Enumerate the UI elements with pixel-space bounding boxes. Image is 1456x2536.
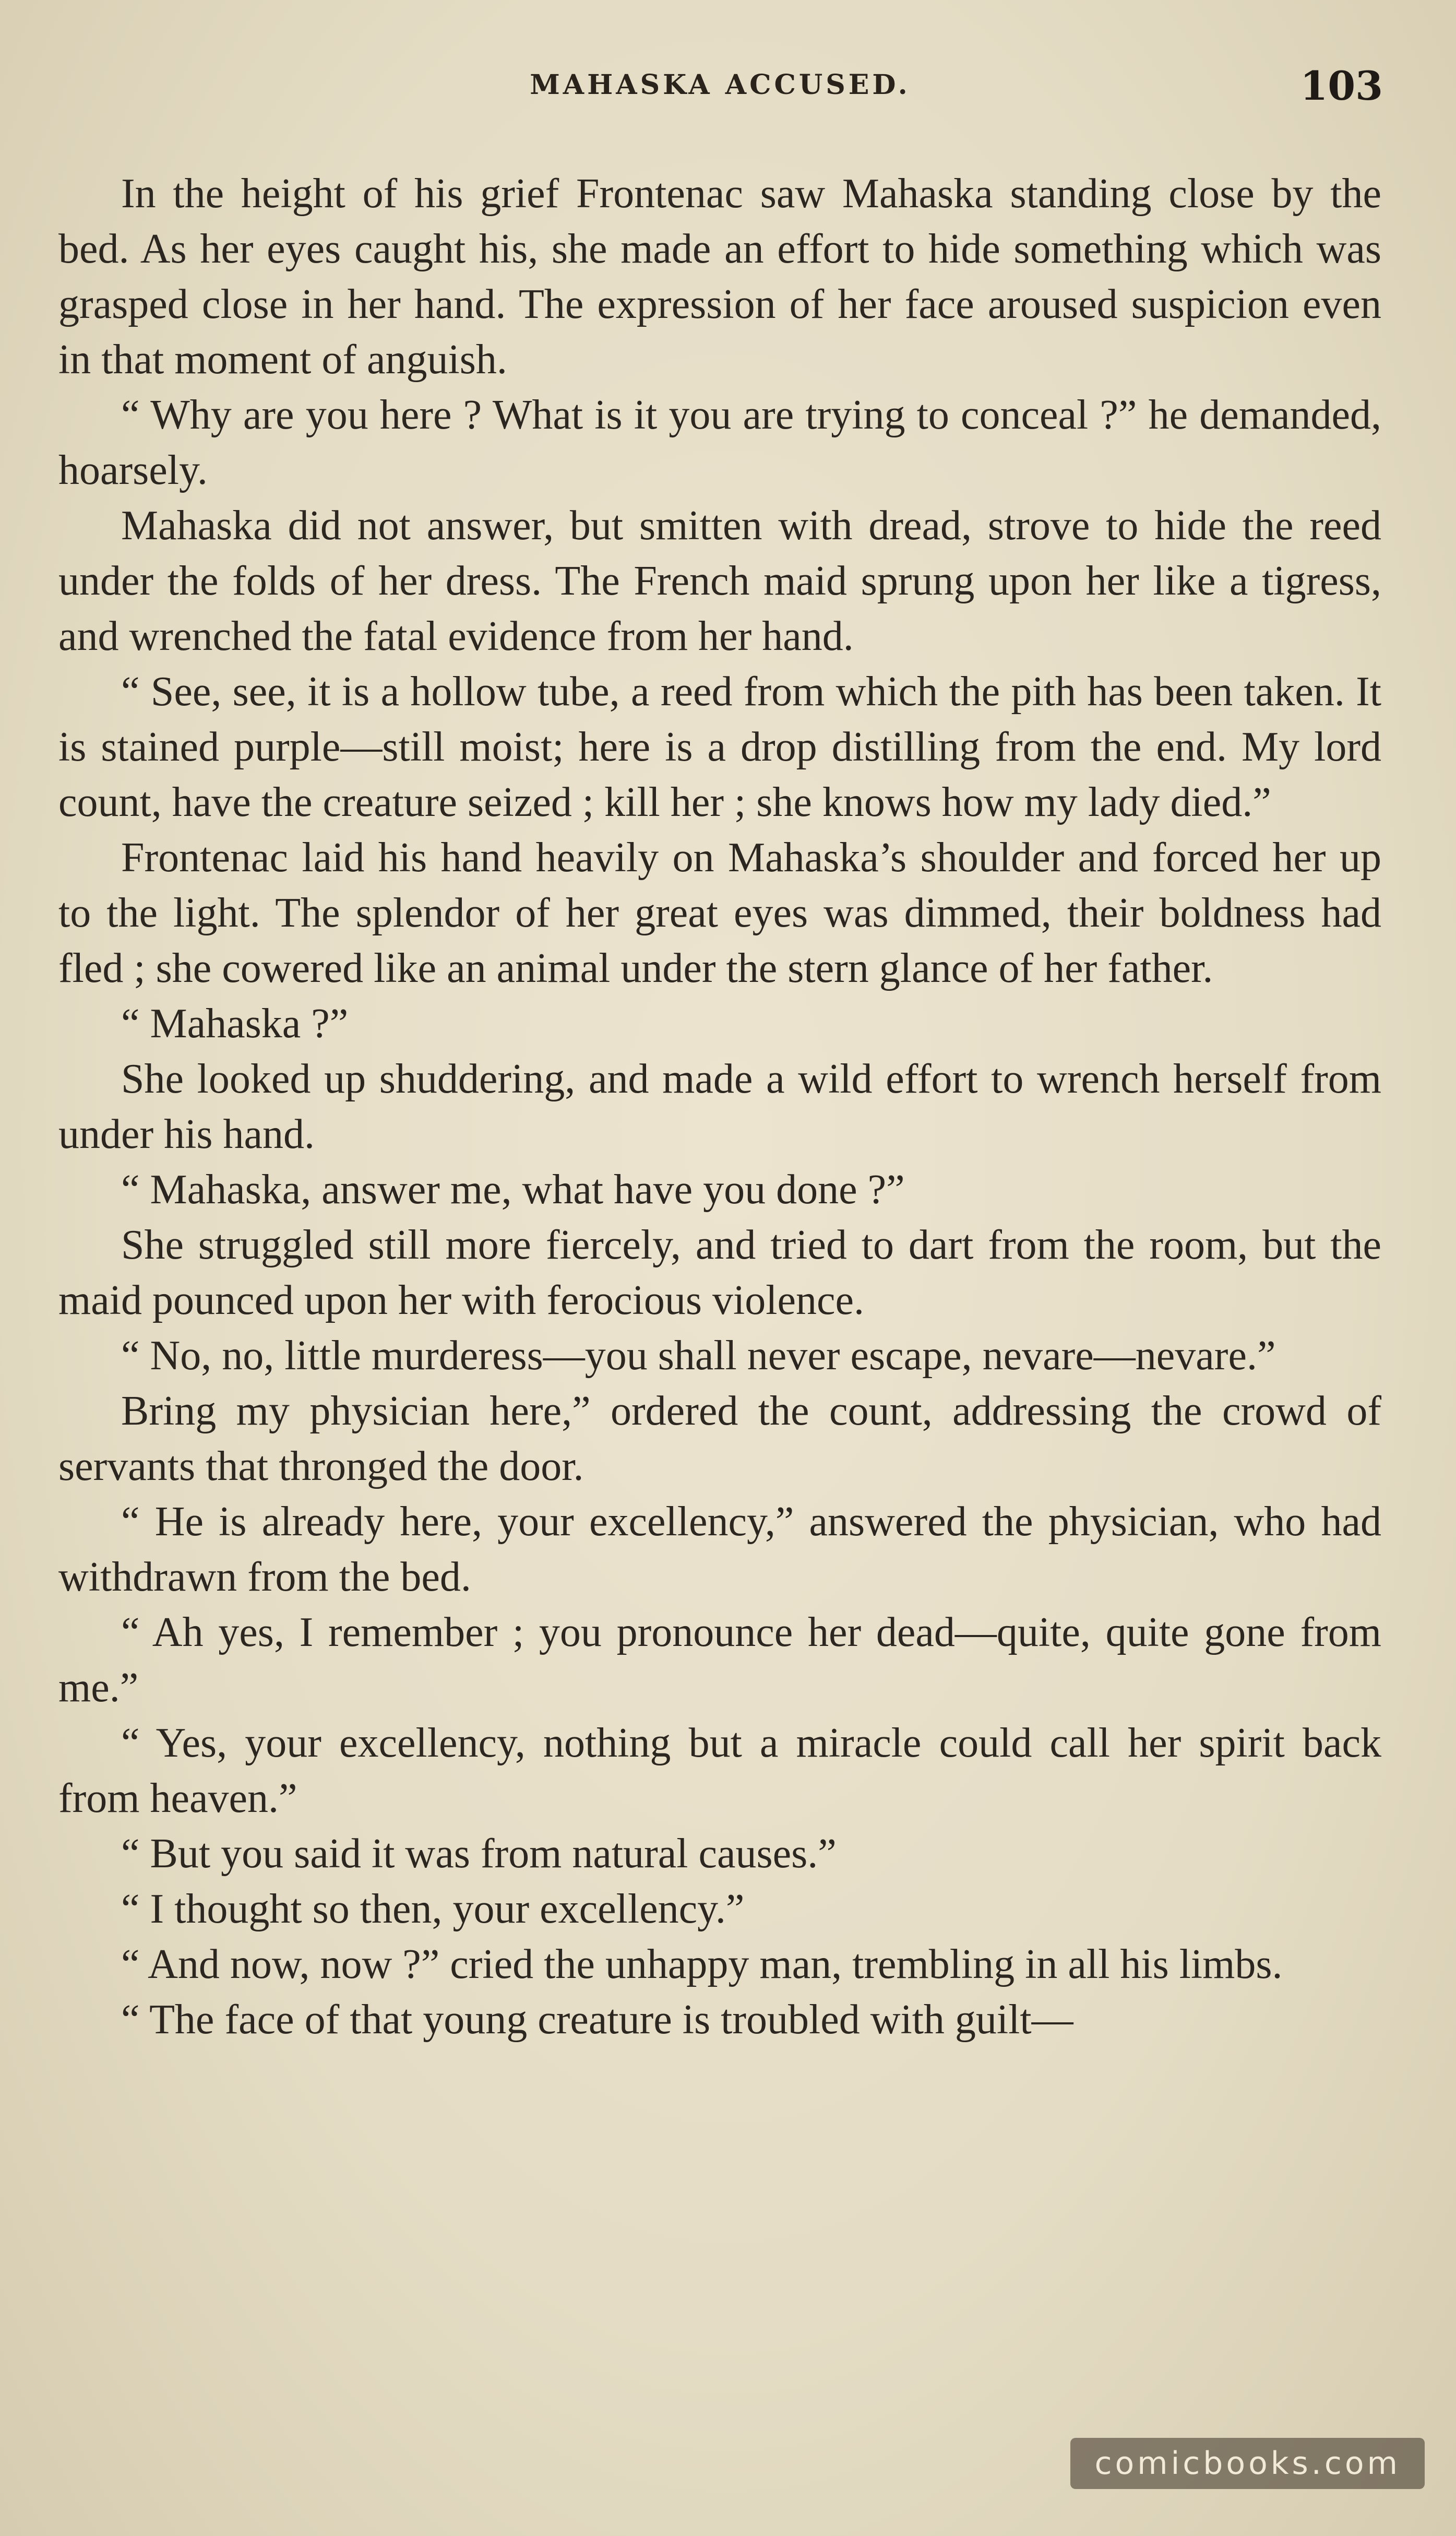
page-number: 103 [1300,63,1383,109]
paragraph: “ The face of that young creature is troubled with guilt— [121,1997,1073,2043]
paragraph: “ I thought so then, your excellency.” [121,1886,745,1932]
paragraph: “ See, see, it is a hollow tube, a reed from which the pith has been taken. It is stained purple—still moist; here is a drop distilling from the end. My lord count, have the creature seized ; kill her ; she knows how my lady died.” [58,669,1381,825]
paragraph: “ Ah yes, I remember ; you pronounce her dead—quite, quite gone from me.” [58,1609,1381,1711]
paragraph: She looked up shuddering, and made a wild effort to wrench herself from under his hand. [58,1056,1381,1157]
running-head: MAHASKA ACCUSED. [530,69,911,101]
paragraph: “ But you said it was from natural causes.” [121,1831,837,1877]
paragraph: “ Mahaska, answer me, what have you done ?” [121,1167,905,1213]
paragraph: “ Why are you here ? What is it you are trying to conceal ?” he demanded, hoarsely. [58,392,1381,493]
paragraph: “ Mahaska ?” [121,1001,349,1047]
paragraph: “ He is already here, your excellency,” answered the physician, who had withdrawn from the bed. [58,1499,1381,1600]
paragraph: In the height of his grief Frontenac saw Mahaska standing close by the bed. As her eyes caught his, she made an effort to hide something which was grasped close in her hand. The expression of her face aroused suspicion even in that moment of anguish. [58,171,1381,383]
paragraph: Mahaska did not answer, but smitten with dread, strove to hide the reed under the folds of her dress. The French maid sprung upon her like a tigress, and wrenched the fatal evidence from her hand. [58,503,1381,659]
paragraph: “ Yes, your excellency, nothing but a miracle could call her spirit back from heaven.” [58,1720,1381,1821]
page-header [57,63,1383,115]
paragraph: “ No, no, little murderess—you shall never escape, nevare—nevare.” [121,1333,1276,1379]
paragraph: Bring my physician here,” ordered the count, addressing the crowd of servants that thronged the door. [58,1388,1381,1489]
paragraph: Frontenac laid his hand heavily on Mahaska’s shoulder and forced her up to the light. The splendor of her great eyes was dimmed, their boldness had fled ; she cowered like an animal under the stern glance of her father. [58,835,1381,991]
watermark: comicbooks.com [1070,2438,1425,2489]
paragraph: “ And now, now ?” cried the unhappy man, trembling in all his limbs. [121,1941,1283,1987]
paragraph: She struggled still more fiercely, and tried to dart from the room, but the maid pounced upon her with ferocious violence. [58,1222,1381,1323]
page-body-text [58,166,1381,2047]
